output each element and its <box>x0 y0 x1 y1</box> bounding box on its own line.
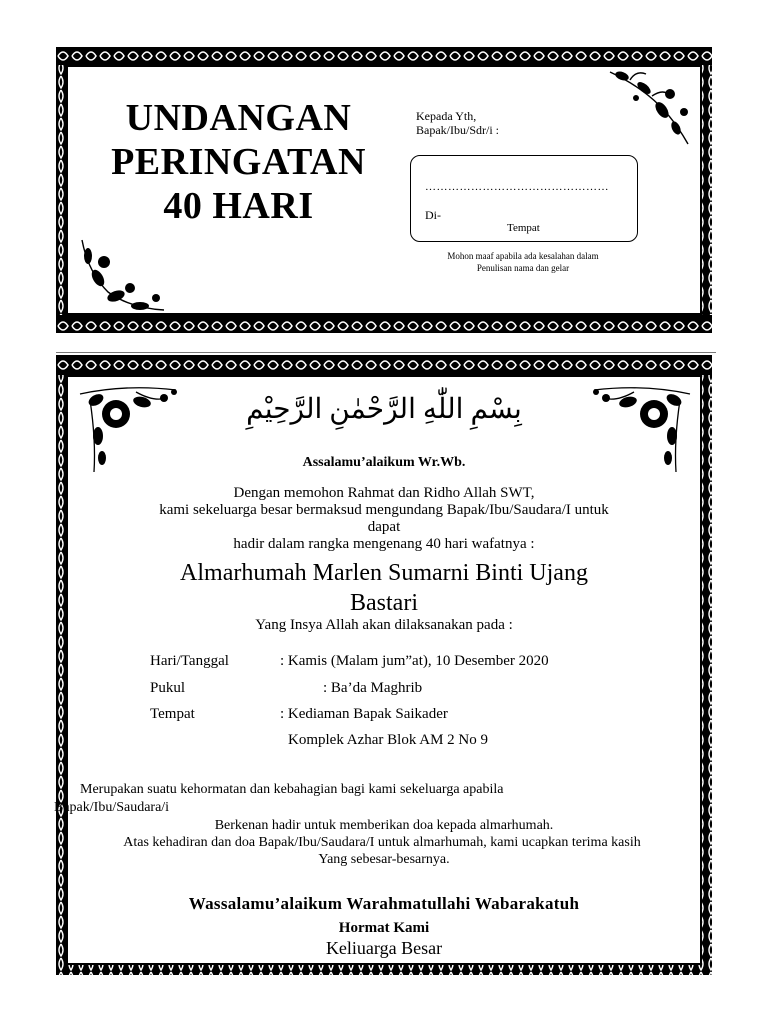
deceased-name <box>68 558 700 618</box>
time-label: Pukul <box>150 680 186 696</box>
closing-line: Bapak/Ibu/Saudara/i <box>54 800 170 815</box>
closing-line: Berkenan hadir untuk memberikan doa kepada almarhumah. <box>214 818 554 833</box>
closing-line: Yang sebesar-besarnya. <box>318 852 450 867</box>
invitation-title <box>86 96 391 228</box>
title-line: UNDANGAN <box>125 97 352 139</box>
apology-note <box>410 250 636 274</box>
intro-text <box>68 485 700 553</box>
address-tempat: Tempat <box>507 222 540 234</box>
apology-line: Penulisan nama dan gelar <box>476 263 570 273</box>
closing-line: Merupakan suatu kehormatan dan kebahagian bagi kami sekeluarga apabila <box>80 782 504 797</box>
recipient-heading <box>416 109 499 137</box>
place-address: Komplek Azhar Blok AM 2 No 9 <box>288 732 488 748</box>
divider <box>56 352 716 353</box>
intro-line: dapat <box>367 519 401 535</box>
kepada-label: Kepada Yth, <box>416 109 477 123</box>
time-value: : Ba’da Maghrib <box>323 680 423 696</box>
recipient-name-line: ………………………………………… <box>425 181 609 193</box>
basmalah: بِسْمِ اللّٰهِ الرَّحْمٰنِ الرَّحِيْمِ <box>246 394 522 425</box>
title-line: 40 HARI <box>163 185 314 227</box>
day-value: : Kamis (Malam jum”at), 10 Desember 2020 <box>280 653 549 669</box>
floral-corner-top-right-icon <box>600 66 694 148</box>
intro-line: hadir dalam rangka mengenang 40 hari wafatnya : <box>233 536 535 552</box>
address-di: Di- <box>425 208 441 222</box>
day-label: Hari/Tanggal <box>150 653 229 669</box>
closing-line: Atas kehadiran dan doa Bapak/Ibu/Saudara/I untuk almarhumah, kami ucapkan terima kasih <box>123 835 641 850</box>
schedule-intro: Yang Insya Allah akan dilaksanakan pada : <box>255 617 513 633</box>
recipient-address-box <box>410 155 638 242</box>
recipient-salutation: Bapak/Ibu/Sdr/i : <box>416 123 499 137</box>
deceased-name-line: Almarhumah Marlen Sumarni Binti Ujang <box>180 560 588 586</box>
floral-corner-bottom-left-icon <box>74 236 170 316</box>
apology-line: Mohon maaf apabila ada kesalahan dalam <box>447 251 599 261</box>
farewell: Wassalamu’alaikum Warahmatullahi Wabarakatuh <box>188 894 580 913</box>
place-value: : Kediaman Bapak Saikader <box>280 706 448 722</box>
deceased-name-line: Bastari <box>350 590 418 616</box>
greeting: Assalamu’alaikum Wr.Wb. <box>302 455 466 470</box>
regards: Hormat Kami <box>338 920 430 936</box>
title-line: PERINGATAN <box>111 141 366 183</box>
intro-line: Dengan memohon Rahmat dan Ridho Allah SWT, <box>233 485 535 501</box>
place-label: Tempat <box>150 706 195 722</box>
signature: Keliuarga Besar <box>325 938 443 958</box>
intro-line: kami sekeluarga besar bermaksud mengundang Bapak/Ibu/Saudara/I untuk <box>159 502 609 518</box>
